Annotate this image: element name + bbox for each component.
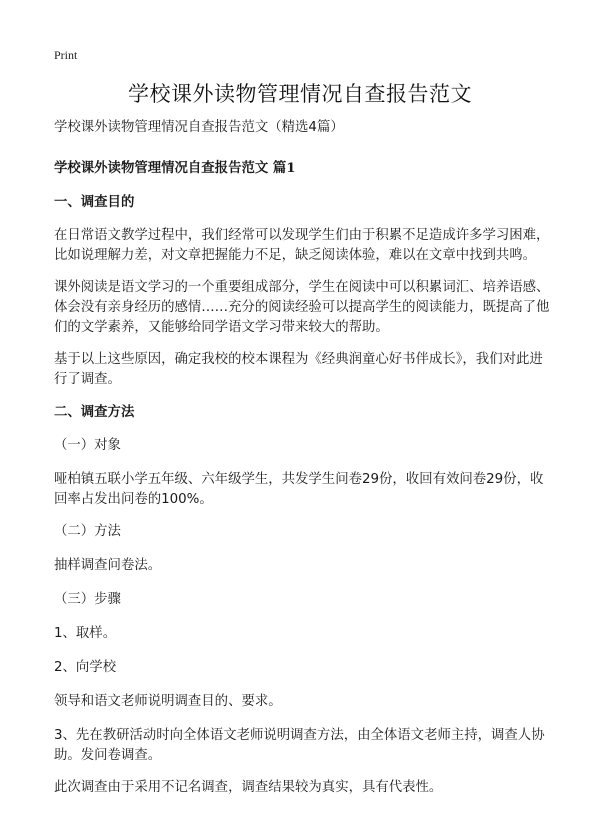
paragraph: 课外阅读是语文学习的一个重要组成部分，学生在阅读中可以积累词汇、培养语感、体会没有亲身经历的感情……充分的阅读经验可以提高学生的阅读能力，既提高了他们的文学素养，又能够给同学语文学习带来较大的帮助。	[54, 280, 550, 335]
step-item: 1、取样。	[54, 626, 117, 641]
paragraph: 此次调查由于采用不记名调查，调查结果较为真实，具有代表性。	[54, 780, 443, 795]
subsection-label-subject: （一）对象	[54, 438, 121, 453]
paragraph: 抽样调查问卷法。	[54, 558, 162, 573]
subsection-label-steps: （三）步骤	[54, 592, 121, 607]
subsection-label-method: （二）方法	[54, 524, 121, 539]
step-item: 3、先在教研活动时向全体语文老师说明调查方法，由全体语文老师主持，调查人协助。发问卷调查。	[54, 728, 545, 763]
print-label[interactable]: Print	[54, 48, 78, 62]
document-subtitle: 学校课外读物管理情况自查报告范文（精选4篇）	[54, 120, 344, 135]
page-title: 学校课外读物管理情况自查报告范文	[128, 82, 472, 106]
step-item: 2、向学校	[54, 660, 117, 675]
section-heading-method: 二、调查方法	[54, 404, 135, 420]
paragraph: 基于以上这些原因，确定我校的校本课程为《经典润童心好书伴成长》，我们对此进行了调查。	[54, 352, 543, 387]
document-body	[54, 118, 554, 810]
paragraph: 领导和语文老师说明调查目的、要求。	[54, 694, 282, 709]
paragraph: 哑柏镇五联小学五年级、六年级学生，共发学生问卷29份，收回有效问卷29份，收回率占发出问卷的100%。	[54, 472, 544, 507]
article-heading: 学校课外读物管理情况自查报告范文 篇1	[54, 160, 296, 176]
section-heading-purpose: 一、调查目的	[54, 194, 135, 210]
paragraph: 在日常语文教学过程中，我们经常可以发现学生们由于积累不足造成许多学习困难，比如说理解力差，对文章把握能力不足，缺乏阅读体验，难以在文章中找到共鸣。	[54, 228, 550, 263]
